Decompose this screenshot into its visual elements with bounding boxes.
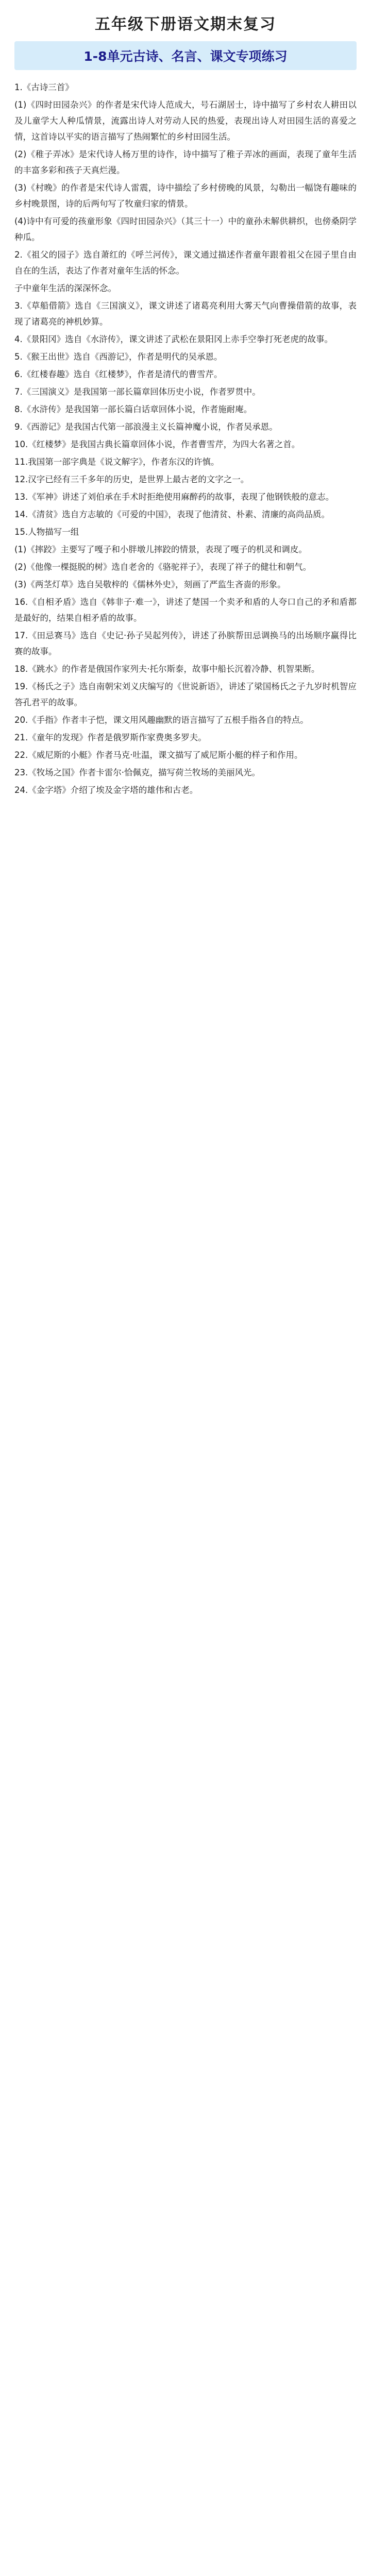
- content-line: 6.《红楼春趣》选自《红楼梦》，作者是清代的曹雪芹。: [14, 369, 223, 379]
- content-line: 1.《古诗三首》: [14, 82, 74, 92]
- content-line: 8.《水浒传》是我国第一部长篇白话章回体小说，作者施耐庵。: [14, 404, 252, 414]
- content-line: (2)《稚子弄冰》是宋代诗人杨万里的诗作，诗中描写了稚子弄冰的画面，表现了童年生活的丰富多彩和孩子天真烂漫。: [14, 149, 357, 175]
- content-line: 20.《手指》作者丰子恺，课文用风趣幽默的语言描写了五根手指各自的特点。: [14, 715, 309, 725]
- content-line: (4)诗中有可爱的孩童形象《四时田园杂兴》（其三十一）中的童孙未解供耕织，也傍桑阴学种瓜。: [14, 216, 357, 242]
- content-line: (1)《摔跤》主要写了嘎子和小胖墩儿摔跤的情景，表现了嘎子的机灵和调皮。: [14, 545, 307, 554]
- content-line: 19.《杨氏之子》选自南朝宋刘义庆编写的《世说新语》，讲述了梁国杨氏之子九岁时机智应答孔君平的故事。: [14, 682, 357, 707]
- content-line: 15.人物描写一组: [14, 527, 79, 537]
- content-line: 12.汉字已经有三千多年的历史，是世界上最古老的文字之一。: [14, 474, 249, 484]
- content-line: 13.《军神》讲述了刘伯承在手术时拒绝使用麻醉药的故事，表现了他钢铁般的意志。: [14, 492, 334, 502]
- section-banner-text: 1-8单元古诗、名言、课文专项练习: [83, 49, 288, 64]
- content-line: 子中童年生活的深深怀念。: [14, 283, 116, 293]
- content-line: 21.《童年的发现》作者是俄罗斯作家费奥多罗夫。: [14, 733, 207, 742]
- content-line: 3.《草船借箭》选自《三国演义》，课文讲述了诸葛亮利用大雾天气向曹操借箭的故事，表现了诸葛亮的神机妙算。: [14, 301, 357, 327]
- content-line: 2.《祖父的园子》选自萧红的《呼兰河传》，课文通过描述作者童年跟着祖父在园子里自由自在的生活，表达了作者对童年生活的怀念。: [14, 250, 357, 276]
- page-title: 五年级下册语文期末复习: [95, 15, 276, 33]
- content-line: 4.《景阳冈》选自《水浒传》，课文讲述了武松在景阳冈上赤手空拳打死老虎的故事。: [14, 334, 333, 344]
- content-line: (1)《四时田园杂兴》的作者是宋代诗人范成大，号石湖居士，诗中描写了乡村农人耕田以及儿童学大人种瓜情景，流露出诗人对劳动人民的热爱，表现出诗人对田园生活的喜爱之情，这首诗以平实的语言描写了热闹繁忙的乡村田园生活。: [14, 100, 357, 142]
- content-body: [14, 79, 357, 798]
- content-line: (3)《村晚》的作者是宋代诗人雷震，诗中描绘了乡村傍晚的风景，勾勒出一幅饶有趣味的乡村晚景图，诗的后两句写了牧童归家的情景。: [14, 183, 357, 209]
- content-line: (3)《两茎灯草》选自吴敬梓的《儒林外史》，刻画了严监生吝啬的形象。: [14, 580, 286, 589]
- content-line: (2)《他像一棵挺脱的树》选自老舍的《骆驼祥子》，表现了祥子的健壮和朝气。: [14, 562, 312, 572]
- content-line: 14.《清贫》选自方志敏的《可爱的中国》，表现了他清贫、朴素、清廉的高尚品质。: [14, 510, 330, 519]
- content-line: 10.《红楼梦》是我国古典长篇章回体小说，作者曹雪芹，为四大名著之首。: [14, 439, 300, 449]
- section-banner: [14, 41, 357, 70]
- content-line: 9.《西游记》是我国古代第一部浪漫主义长篇神魔小说，作者吴承恩。: [14, 422, 278, 432]
- content-line: 18.《跳水》的作者是俄国作家列夫·托尔斯泰，故事中船长沉着冷静、机智果断。: [14, 664, 320, 674]
- content-line: 23.《牧场之国》作者卡雷尔·恰佩克，描写荷兰牧场的美丽风光。: [14, 768, 260, 777]
- content-line: 11.我国第一部字典是《说文解字》，作者东汉的许慎。: [14, 457, 220, 467]
- content-line: 24.《金字塔》介绍了埃及金字塔的雄伟和古老。: [14, 785, 198, 795]
- content-line: 17.《田忌赛马》选自《史记·孙子吴起列传》，讲述了孙膑帮田忌调换马的出场顺序赢得比赛的故事。: [14, 631, 357, 656]
- content-line: 22.《威尼斯的小艇》作者马克·吐温，课文描写了威尼斯小艇的样子和作用。: [14, 750, 303, 760]
- content-line: 16.《自相矛盾》选自《韩非子·难一》，讲述了楚国一个卖矛和盾的人夸口自己的矛和盾都是最好的，结果自相矛盾的故事。: [14, 597, 357, 623]
- content-line: 7.《三国演义》是我国第一部长篇章回体历史小说，作者罗贯中。: [14, 387, 261, 397]
- content-line: 5.《猴王出世》选自《西游记》，作者是明代的吴承恩。: [14, 352, 223, 362]
